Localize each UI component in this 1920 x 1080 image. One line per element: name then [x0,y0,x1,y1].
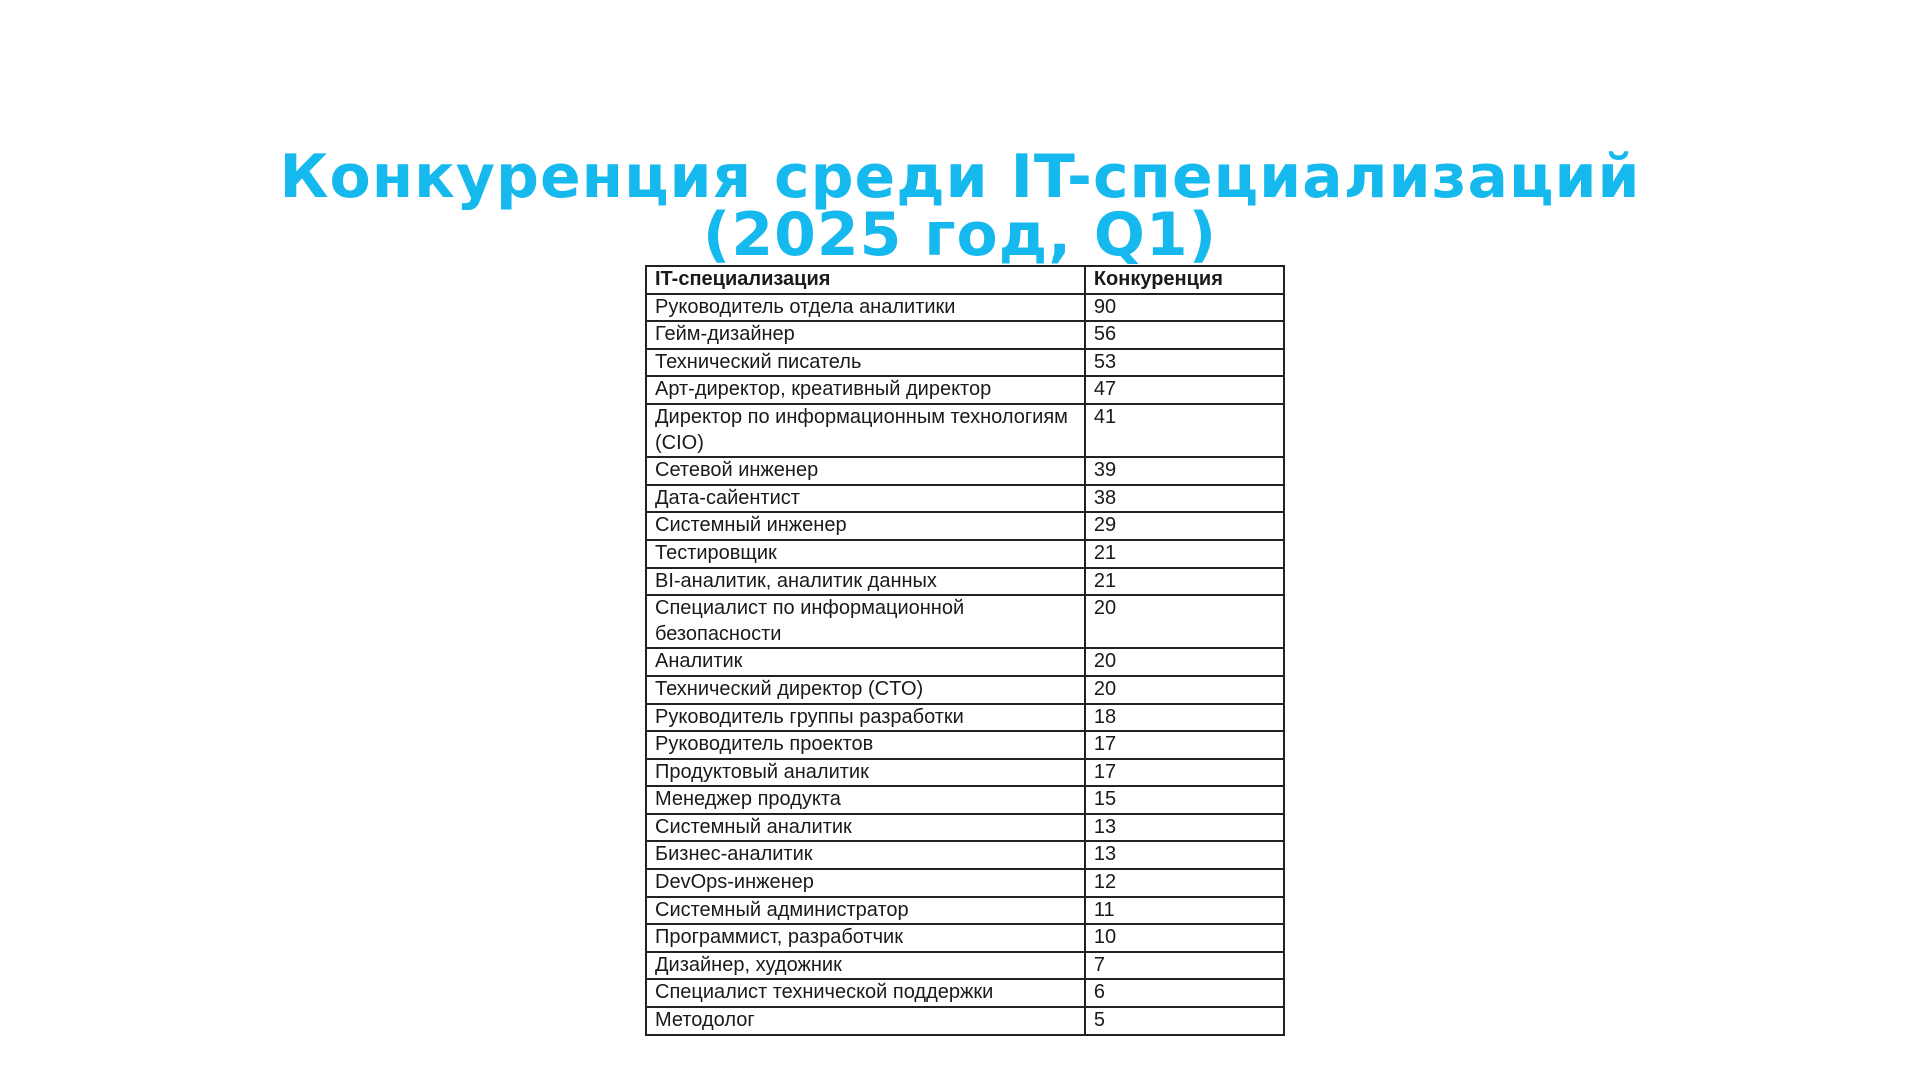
table-header-row [646,266,1284,294]
competition-value-cell: 7 [1085,952,1284,980]
table-header [646,266,1284,294]
specialization-cell: Системный администратор [646,897,1085,925]
specialization-cell: Руководитель отдела аналитики [646,294,1085,322]
page-title-line-2: (2025 год, Q1) [702,200,1218,271]
table-row [646,841,1284,869]
competition-value-cell: 39 [1085,457,1284,485]
table-row [646,814,1284,842]
table-row [646,759,1284,787]
table-row [646,512,1284,540]
table-row [646,568,1284,596]
specialization-cell: Дата-сайентист [646,485,1085,513]
specialization-cell: Системный аналитик [646,814,1085,842]
competition-value-cell: 53 [1085,349,1284,377]
table-row [646,924,1284,952]
competition-value-cell: 5 [1085,1007,1284,1035]
table-row [646,321,1284,349]
competition-table-container [645,265,1285,1036]
table-row [646,485,1284,513]
specialization-cell: Специалист технической поддержки [646,979,1085,1007]
page-title-line-1: Конкуренция среди IT-специализаций [279,142,1641,213]
specialization-cell: BI-аналитик, аналитик данных [646,568,1085,596]
specialization-cell: Арт-директор, креативный директор [646,376,1085,404]
specialization-cell: Руководитель группы разработки [646,704,1085,732]
competition-value-cell: 21 [1085,540,1284,568]
table-row [646,540,1284,568]
competition-value-cell: 18 [1085,704,1284,732]
competition-value-cell: 12 [1085,869,1284,897]
table-row [646,731,1284,759]
competition-value-cell: 17 [1085,759,1284,787]
specialization-cell: Методолог [646,1007,1085,1035]
competition-value-cell: 20 [1085,676,1284,704]
specialization-cell: Тестировщик [646,540,1085,568]
competition-value-cell: 38 [1085,485,1284,513]
table-row [646,704,1284,732]
specialization-cell: Сетевой инженер [646,457,1085,485]
competition-value-cell: 20 [1085,648,1284,676]
table-row [646,648,1284,676]
competition-value-cell: 6 [1085,979,1284,1007]
competition-value-cell: 15 [1085,786,1284,814]
table-row [646,1007,1284,1035]
page-title [0,142,1920,271]
table-row [646,952,1284,980]
table-row [646,979,1284,1007]
competition-value-cell: 90 [1085,294,1284,322]
competition-value-cell: 13 [1085,814,1284,842]
table-row [646,404,1284,457]
competition-value-cell: 47 [1085,376,1284,404]
column-header-competition: Конкуренция [1085,266,1284,294]
specialization-cell: Гейм-дизайнер [646,321,1085,349]
specialization-cell: Продуктовый аналитик [646,759,1085,787]
competition-value-cell: 21 [1085,568,1284,596]
specialization-cell: Программист, разработчик [646,924,1085,952]
specialization-cell: Системный инженер [646,512,1085,540]
specialization-cell: Технический директор (CTO) [646,676,1085,704]
competition-value-cell: 17 [1085,731,1284,759]
competition-table [645,265,1285,1036]
specialization-cell: DevOps-инженер [646,869,1085,897]
competition-value-cell: 20 [1085,595,1284,648]
table-row [646,376,1284,404]
column-header-specialization: IT-специализация [646,266,1085,294]
table-row [646,676,1284,704]
specialization-cell: Бизнес-аналитик [646,841,1085,869]
table-row [646,294,1284,322]
specialization-cell: Специалист по информационной безопасности [646,595,1085,648]
competition-value-cell: 41 [1085,404,1284,457]
table-row [646,786,1284,814]
table-row [646,457,1284,485]
table-row [646,897,1284,925]
competition-value-cell: 11 [1085,897,1284,925]
specialization-cell: Директор по информационным технологиям (CIO) [646,404,1085,457]
competition-value-cell: 56 [1085,321,1284,349]
table-body [646,294,1284,1035]
table-row [646,869,1284,897]
competition-value-cell: 13 [1085,841,1284,869]
specialization-cell: Аналитик [646,648,1085,676]
specialization-cell: Дизайнер, художник [646,952,1085,980]
specialization-cell: Менеджер продукта [646,786,1085,814]
specialization-cell: Технический писатель [646,349,1085,377]
competition-value-cell: 29 [1085,512,1284,540]
specialization-cell: Руководитель проектов [646,731,1085,759]
competition-value-cell: 10 [1085,924,1284,952]
table-row [646,349,1284,377]
table-row [646,595,1284,648]
